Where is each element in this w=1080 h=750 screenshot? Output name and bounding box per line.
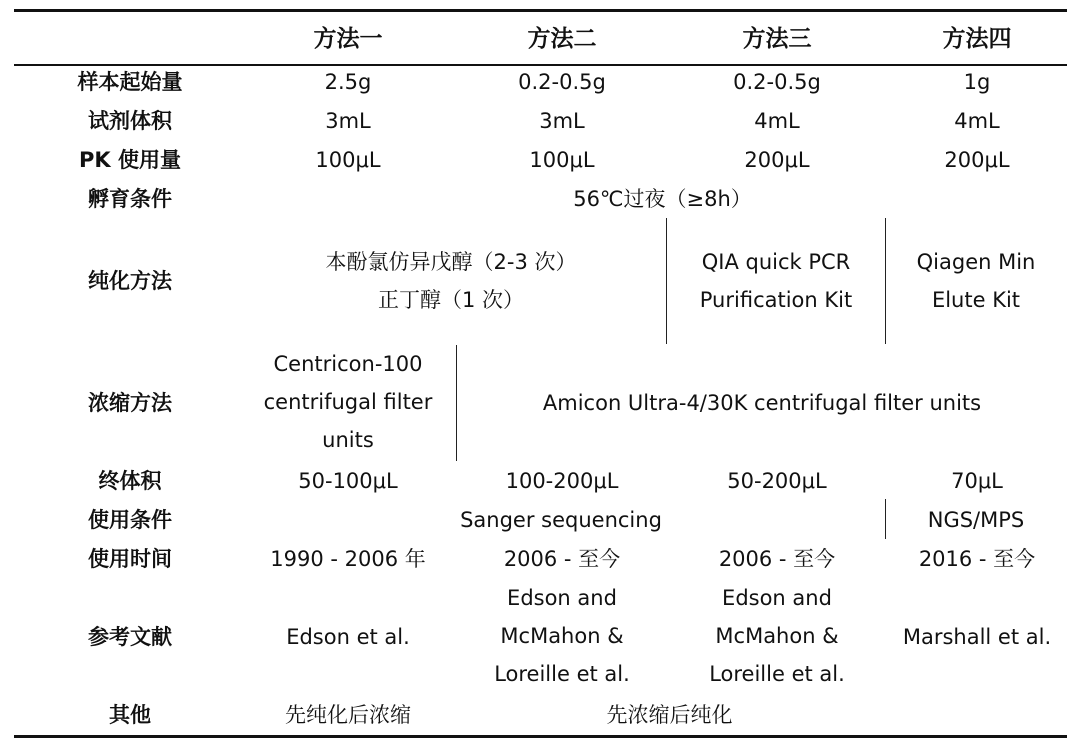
cell-pk-amount-3: 200μL [744, 148, 810, 172]
references-2-line-2: McMahon & [500, 624, 624, 648]
row-label-references: 参考文献 [88, 625, 172, 649]
cell-sample-amount-2: 0.2-0.5g [518, 70, 606, 94]
purification-4-line-1: Qiagen Min [916, 250, 1036, 274]
cell-purification-3 [667, 243, 885, 319]
references-3-line-3: Loreille et al. [709, 662, 845, 686]
cell-incubation-all: 56℃过夜（≥8h） [573, 187, 752, 211]
table-top-rule [14, 9, 1067, 12]
cell-concentration-2-4: Amicon Ultra-4/30K centrifugal filter units [542, 391, 982, 415]
cell-other-1: 先纯化后浓缩 [285, 703, 411, 727]
cell-reagent-volume-4: 4mL [954, 109, 1000, 133]
row-label-concentration: 浓缩方法 [88, 391, 172, 415]
cell-pk-amount-1: 100μL [315, 148, 381, 172]
header-method-1: 方法一 [313, 26, 383, 52]
purification-line-1: 本酚氯仿异戊醇（2-3 次） [325, 250, 577, 274]
cell-conditions-1-3: Sanger sequencing [460, 508, 662, 532]
header-method-3: 方法三 [742, 26, 812, 52]
cell-period-3: 2006 - 至今 [718, 547, 836, 571]
row-label-final-volume: 终体积 [98, 469, 162, 493]
cell-period-2: 2006 - 至今 [503, 547, 621, 571]
row-label-purification: 纯化方法 [88, 269, 172, 293]
cell-references-4: Marshall et al. [902, 625, 1052, 649]
row-label-reagent-volume: 试剂体积 [88, 109, 172, 133]
cell-pk-amount-4: 200μL [944, 148, 1010, 172]
cell-references-2 [462, 579, 662, 693]
cell-period-1: 1990 - 2006 年 [270, 547, 426, 571]
cell-reagent-volume-3: 4mL [754, 109, 800, 133]
references-2-line-1: Edson and [507, 586, 617, 610]
concentration-1-line-3: units [322, 428, 374, 452]
cell-references-3 [677, 579, 877, 693]
row-label-conditions: 使用条件 [88, 508, 172, 532]
purification-line-2: 正丁醇（1 次） [377, 288, 525, 312]
purification-4-line-2: Elute Kit [931, 288, 1021, 312]
purification-3-line-2: Purification Kit [699, 288, 853, 312]
table-bottom-rule [14, 735, 1067, 738]
row-label-pk-amount: PK 使用量 [79, 148, 181, 172]
row-label-period: 使用时间 [88, 547, 172, 571]
row-label-other: 其他 [109, 703, 151, 727]
concentration-1-line-1: Centricon-100 [273, 352, 423, 376]
purification-3-line-1: QIA quick PCR [701, 250, 851, 274]
cell-references-1: Edson et al. [286, 625, 410, 649]
cell-final-volume-1: 50-100μL [298, 469, 398, 493]
cell-purification-1-2 [236, 243, 666, 319]
cell-conditions-4: NGS/MPS [927, 508, 1025, 532]
references-3-line-2: McMahon & [715, 624, 839, 648]
cell-pk-amount-2: 100μL [529, 148, 595, 172]
concentration-1-line-2: centrifugal filter [263, 390, 433, 414]
cell-period-4: 2016 - 至今 [918, 547, 1036, 571]
cell-concentration-1 [248, 345, 448, 459]
cell-reagent-volume-2: 3mL [539, 109, 585, 133]
cell-reagent-volume-1: 3mL [325, 109, 371, 133]
cell-sample-amount-1: 2.5g [324, 70, 372, 94]
cell-other-2-4: 先浓缩后纯化 [606, 703, 733, 727]
cell-final-volume-3: 50-200μL [727, 469, 827, 493]
header-method-4: 方法四 [942, 26, 1012, 52]
header-method-2: 方法二 [527, 26, 597, 52]
cell-sample-amount-4: 1g [963, 70, 991, 94]
cell-purification-4 [886, 243, 1066, 319]
references-3-line-1: Edson and [722, 586, 832, 610]
cell-final-volume-2: 100-200μL [505, 469, 619, 493]
row-label-incubation: 孵育条件 [88, 187, 172, 211]
references-2-line-3: Loreille et al. [494, 662, 630, 686]
row-label-sample-amount: 样本起始量 [77, 70, 183, 94]
cell-final-volume-4: 70μL [951, 469, 1003, 493]
cell-sample-amount-3: 0.2-0.5g [733, 70, 821, 94]
